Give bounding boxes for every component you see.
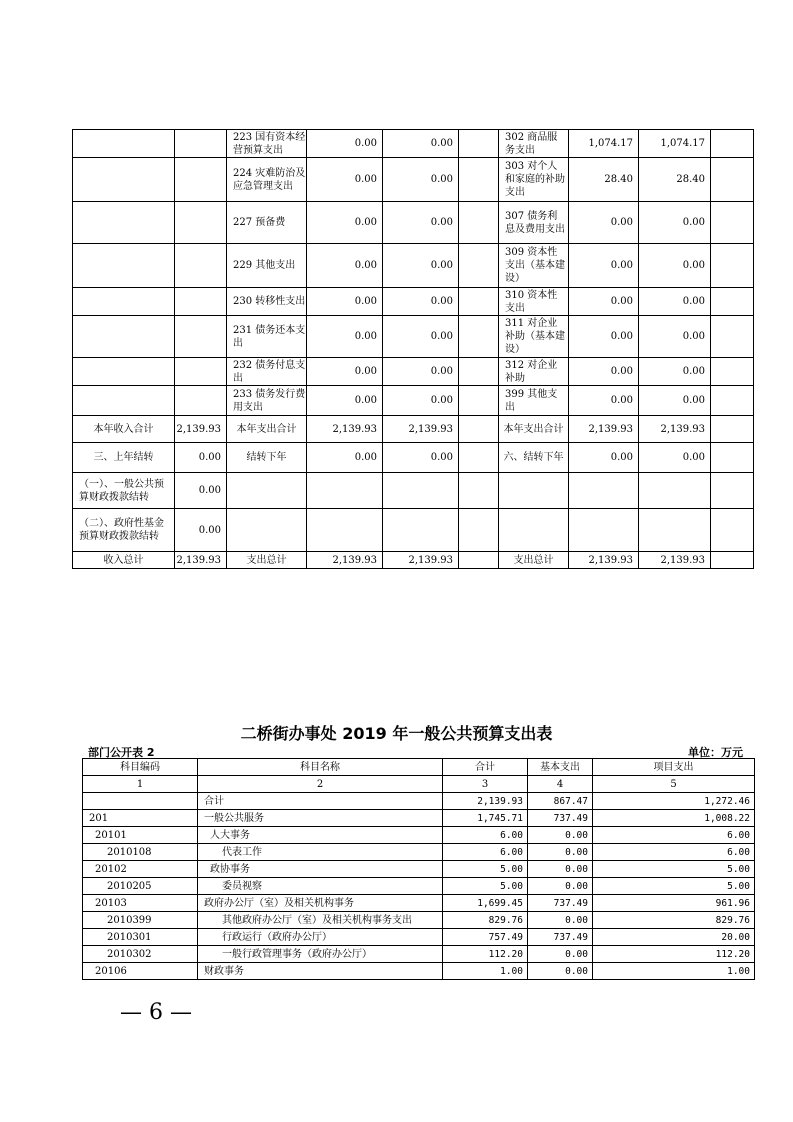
table-cell (175, 130, 227, 158)
table-title: 二桥街办事处 2019 年一般公共预算支出表 (240, 724, 553, 743)
table-cell-basic: 0.00 (528, 878, 593, 895)
table-cell-name: 政府办公厅（室）及相关机构事务 (198, 895, 443, 912)
table-row (73, 316, 754, 358)
table-cell (175, 316, 227, 358)
table-cell: 0.00 (569, 288, 639, 316)
table-cell: 0.00 (639, 316, 711, 358)
table-cell-basic: 0.00 (528, 827, 593, 844)
table-cell: 224 灾难防治及应急管理支出 (227, 158, 307, 202)
table-cell-project: 6.00 (593, 844, 755, 861)
table-cell (711, 316, 754, 358)
table-cell: 0.00 (639, 288, 711, 316)
table-row (83, 878, 755, 895)
table-cell (175, 202, 227, 244)
table-cell (73, 358, 175, 386)
page-number: — 6 — (120, 1000, 192, 1025)
table-cell: 0.00 (307, 202, 383, 244)
table-cell (73, 244, 175, 288)
table-row (83, 844, 755, 861)
table-cell: 0.00 (307, 288, 383, 316)
table-cell (175, 244, 227, 288)
table-cell-basic: 737.49 (528, 929, 593, 946)
header-number-cell: 5 (593, 776, 755, 793)
table-cell (459, 158, 499, 202)
table-cell: 28.40 (569, 158, 639, 202)
table-cell: 本年收入合计 (73, 416, 175, 443)
table-cell (73, 316, 175, 358)
table-cell (73, 202, 175, 244)
table-cell (569, 473, 639, 509)
table-row (73, 244, 754, 288)
table-cell-total: 1,745.71 (443, 810, 528, 827)
table-cell (459, 288, 499, 316)
table-cell (711, 288, 754, 316)
table-row (83, 861, 755, 878)
table-cell: 0.00 (569, 244, 639, 288)
table-cell (459, 130, 499, 158)
table-cell (175, 158, 227, 202)
table-cell-name: 财政事务 (198, 963, 443, 980)
table-cell: 2,139.93 (175, 416, 227, 443)
table-cell-project: 5.00 (593, 861, 755, 878)
table-cell-code: 20106 (83, 963, 198, 980)
table-cell: 0.00 (569, 316, 639, 358)
table-cell-code: 2010399 (83, 912, 198, 929)
table-cell: 233 债务发行费用支出 (227, 386, 307, 416)
table-cell-total: 829.76 (443, 912, 528, 929)
table-cell (73, 386, 175, 416)
table-cell-name: 一般行政管理事务（政府办公厅） (198, 946, 443, 963)
table-cell (459, 416, 499, 443)
table-row (73, 288, 754, 316)
table-cell-project: 1,272.46 (593, 793, 755, 810)
table-cell (459, 552, 499, 569)
table-cell: 310 资本性支出 (499, 288, 569, 316)
table-cell: 2,139.93 (175, 552, 227, 569)
table-cell: 2,139.93 (383, 552, 459, 569)
header-cell: 科目名称 (198, 759, 443, 776)
table-row (73, 473, 754, 509)
table-cell: 0.00 (307, 386, 383, 416)
table-cell (711, 552, 754, 569)
table-cell-basic: 737.49 (528, 895, 593, 912)
table-cell: 0.00 (569, 386, 639, 416)
table-cell (711, 202, 754, 244)
table-cell-basic: 0.00 (528, 861, 593, 878)
table-cell-name: 代表工作 (198, 844, 443, 861)
header-cell: 项目支出 (593, 759, 755, 776)
table-cell (711, 509, 754, 552)
unit-label: 单位：万元 (688, 746, 743, 759)
table-cell (459, 202, 499, 244)
table-cell-project: 1.00 (593, 963, 755, 980)
table-cell-code: 2010205 (83, 878, 198, 895)
table-cell-total: 6.00 (443, 827, 528, 844)
table-row (73, 130, 754, 158)
table-cell (175, 288, 227, 316)
table-cell: 0.00 (383, 288, 459, 316)
table-cell: 0.00 (569, 202, 639, 244)
table-cell-project: 961.96 (593, 895, 755, 912)
table-cell: 399 其他支出 (499, 386, 569, 416)
table-cell (383, 509, 459, 552)
table-cell: 227 预备费 (227, 202, 307, 244)
table-cell: 2,139.93 (639, 416, 711, 443)
table-row (73, 202, 754, 244)
table-cell-total: 1,699.45 (443, 895, 528, 912)
table-cell: 六、结转下年 (499, 443, 569, 473)
table-cell-basic: 0.00 (528, 946, 593, 963)
table-cell: 302 商品服务支出 (499, 130, 569, 158)
table-cell: 0.00 (307, 244, 383, 288)
table-cell: 307 债务利息及费用支出 (499, 202, 569, 244)
table-cell-total: 1.00 (443, 963, 528, 980)
table-cell-code (83, 793, 198, 810)
table-cell: 229 其他支出 (227, 244, 307, 288)
table-cell: 311 对企业补助（基本建设） (499, 316, 569, 358)
table-row (83, 827, 755, 844)
table-cell-name: 其他政府办公厅（室）及相关机构事务支出 (198, 912, 443, 929)
table-cell-total: 5.00 (443, 878, 528, 895)
table-cell-project: 829.76 (593, 912, 755, 929)
table-cell (459, 443, 499, 473)
table-row (73, 358, 754, 386)
table-cell: 0.00 (569, 358, 639, 386)
table-cell: 28.40 (639, 158, 711, 202)
table-cell: 0.00 (307, 316, 383, 358)
table-cell: 0.00 (383, 244, 459, 288)
table-cell: 三、上年结转 (73, 443, 175, 473)
table-row (73, 416, 754, 443)
header-number-row (83, 776, 755, 793)
header-number-cell: 2 (198, 776, 443, 793)
budget-summary-table (72, 129, 754, 569)
table-cell (459, 244, 499, 288)
table-cell: 230 转移性支出 (227, 288, 307, 316)
table-cell (459, 358, 499, 386)
table-row (83, 793, 755, 810)
table-cell (175, 386, 227, 416)
table-label: 部门公开表 2 (88, 746, 155, 759)
table-cell: 0.00 (383, 202, 459, 244)
table-cell: 0.00 (307, 358, 383, 386)
table-cell: 0.00 (307, 158, 383, 202)
table-cell: 0.00 (569, 443, 639, 473)
table-cell: 232 债务付息支出 (227, 358, 307, 386)
table-cell (175, 358, 227, 386)
table-cell (711, 130, 754, 158)
header-number-cell: 1 (83, 776, 198, 793)
table-cell: 0.00 (383, 386, 459, 416)
table-cell: 303 对个人和家庭的补助支出 (499, 158, 569, 202)
table-cell: 0.00 (639, 358, 711, 386)
table-cell: 312 对企业补助 (499, 358, 569, 386)
table-cell-total: 112.20 (443, 946, 528, 963)
table-cell-total: 2,139.93 (443, 793, 528, 810)
table-cell (569, 509, 639, 552)
table-cell (711, 158, 754, 202)
table-cell: 1,074.17 (569, 130, 639, 158)
table-cell (711, 358, 754, 386)
table-cell: 0.00 (175, 443, 227, 473)
table-cell (459, 316, 499, 358)
table-cell: （一）、一般公共预算财政拨款结转 (73, 473, 175, 509)
table-row (73, 552, 754, 569)
table-cell-code: 201 (83, 810, 198, 827)
table-cell (73, 158, 175, 202)
table-cell: 支出总计 (499, 552, 569, 569)
table-cell: 2,139.93 (639, 552, 711, 569)
table-cell (459, 473, 499, 509)
table-cell: 2,139.93 (307, 552, 383, 569)
table-cell: 0.00 (639, 386, 711, 416)
table-cell (499, 509, 569, 552)
table-cell-code: 20102 (83, 861, 198, 878)
table-cell: 0.00 (639, 244, 711, 288)
table-cell: 收入总计 (73, 552, 175, 569)
table-cell (499, 473, 569, 509)
table-cell-project: 5.00 (593, 878, 755, 895)
table-cell: 0.00 (383, 158, 459, 202)
table-row (83, 895, 755, 912)
table-cell (711, 443, 754, 473)
table-row (73, 443, 754, 473)
table-cell: 0.00 (175, 509, 227, 552)
table-cell: 223 国有资本经营预算支出 (227, 130, 307, 158)
table-row (73, 509, 754, 552)
table-cell: 本年支出合计 (499, 416, 569, 443)
general-budget-expenditure-table (82, 758, 755, 980)
table-cell: 309 资本性支出（基本建设） (499, 244, 569, 288)
table-cell-basic: 737.49 (528, 810, 593, 827)
table-cell: 0.00 (383, 443, 459, 473)
table-cell: 0.00 (307, 443, 383, 473)
table-cell (711, 386, 754, 416)
table-cell (227, 473, 307, 509)
header-number-cell: 3 (443, 776, 528, 793)
table-cell-basic: 0.00 (528, 912, 593, 929)
table-row (83, 963, 755, 980)
table-cell: 2,139.93 (383, 416, 459, 443)
table-cell-project: 6.00 (593, 827, 755, 844)
header-cell: 基本支出 (528, 759, 593, 776)
table-cell: 0.00 (383, 130, 459, 158)
table-cell: 0.00 (639, 443, 711, 473)
table-cell-code: 2010301 (83, 929, 198, 946)
header-number-cell: 4 (528, 776, 593, 793)
table-cell-basic: 0.00 (528, 844, 593, 861)
table-cell: 结转下年 (227, 443, 307, 473)
table-cell (639, 509, 711, 552)
table-cell: 0.00 (383, 316, 459, 358)
table-cell: 0.00 (175, 473, 227, 509)
table-cell-name: 行政运行（政府办公厅） (198, 929, 443, 946)
table-cell (73, 130, 175, 158)
table-cell-name: 一般公共服务 (198, 810, 443, 827)
table-cell: 支出总计 (227, 552, 307, 569)
table-row (73, 386, 754, 416)
table-cell (307, 473, 383, 509)
table-cell (383, 473, 459, 509)
table-cell: 0.00 (639, 202, 711, 244)
table-row (83, 810, 755, 827)
table-cell-name: 合计 (198, 793, 443, 810)
table-cell (711, 473, 754, 509)
header-row (83, 759, 755, 776)
header-cell: 合计 (443, 759, 528, 776)
table-cell (227, 509, 307, 552)
table-row (83, 946, 755, 963)
table-cell (459, 386, 499, 416)
header-cell: 科目编码 (83, 759, 198, 776)
table-cell-name: 政协事务 (198, 861, 443, 878)
table-cell (307, 509, 383, 552)
table-cell (639, 473, 711, 509)
table-cell (711, 416, 754, 443)
table-cell: （二）、政府性基金预算财政拨款结转 (73, 509, 175, 552)
table-row (73, 158, 754, 202)
table-cell-total: 6.00 (443, 844, 528, 861)
table-cell (73, 288, 175, 316)
table-cell-total: 757.49 (443, 929, 528, 946)
table-cell (459, 509, 499, 552)
table-cell-code: 2010302 (83, 946, 198, 963)
table-cell-code: 20103 (83, 895, 198, 912)
table-cell-project: 1,008.22 (593, 810, 755, 827)
table-cell-basic: 867.47 (528, 793, 593, 810)
table-row (83, 929, 755, 946)
table-cell-code: 20101 (83, 827, 198, 844)
table-cell-project: 20.00 (593, 929, 755, 946)
table-cell: 2,139.93 (569, 552, 639, 569)
table-cell-total: 5.00 (443, 861, 528, 878)
table-cell: 本年支出合计 (227, 416, 307, 443)
table-row (83, 912, 755, 929)
table-cell-name: 人大事务 (198, 827, 443, 844)
table-cell: 0.00 (307, 130, 383, 158)
table-cell: 0.00 (383, 358, 459, 386)
table-cell: 2,139.93 (569, 416, 639, 443)
table-cell-code: 2010108 (83, 844, 198, 861)
table-cell: 2,139.93 (307, 416, 383, 443)
table-cell-basic: 0.00 (528, 963, 593, 980)
table-cell: 231 债务还本支出 (227, 316, 307, 358)
table-cell: 1,074.17 (639, 130, 711, 158)
table-cell-name: 委员视察 (198, 878, 443, 895)
table-cell-project: 112.20 (593, 946, 755, 963)
table-cell (711, 244, 754, 288)
